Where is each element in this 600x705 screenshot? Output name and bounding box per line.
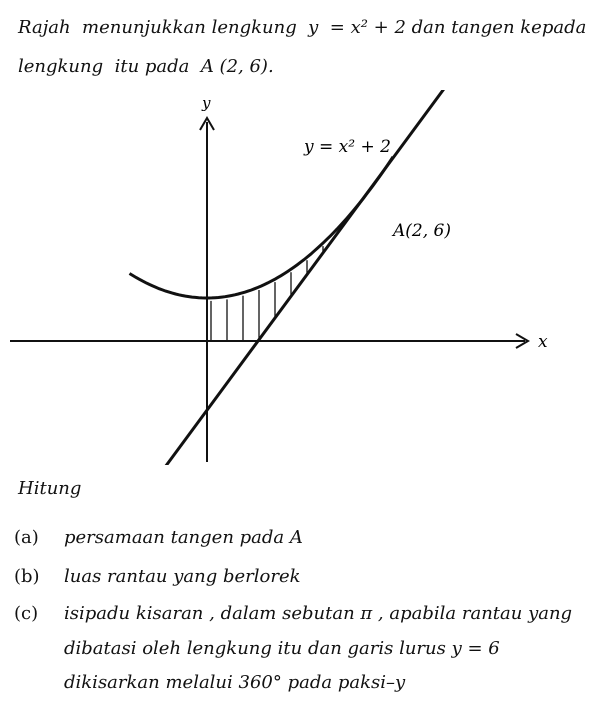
question-a-label: (a) bbox=[14, 527, 39, 548]
intro-line-1: Rajah menunjukkan lengkung y = x² + 2 dan tangen kepada bbox=[18, 17, 587, 38]
point-a-label: A(2, 6) bbox=[393, 221, 451, 241]
y-axis-label: y bbox=[202, 94, 211, 112]
x-axis-label: x bbox=[538, 332, 548, 352]
question-c-line-2: dibatasi oleh lengkung itu dan garis lurus y = 6 bbox=[64, 638, 500, 659]
question-c-line-3: dikisarkan melalui 360° pada paksi–y bbox=[64, 672, 406, 693]
problem-statement bbox=[18, 8, 588, 86]
question-c-label: (c) bbox=[14, 603, 39, 624]
question-a-text: persamaan tangen pada A bbox=[64, 527, 303, 548]
hitung-heading: Hitung bbox=[18, 478, 82, 499]
question-b bbox=[14, 566, 301, 587]
intro-line-2: lengkung itu pada A (2, 6). bbox=[18, 56, 274, 77]
curve-label: y = x² + 2 bbox=[304, 137, 391, 157]
curve-y-x2-plus-2 bbox=[130, 157, 394, 298]
question-a bbox=[14, 527, 303, 548]
question-b-text: luas rantau yang berlorek bbox=[64, 566, 301, 587]
graph-figure bbox=[0, 90, 600, 465]
question-c-line-1: isipadu kisaran , dalam sebutan π , apabila rantau yang bbox=[64, 603, 573, 624]
question-b-label: (b) bbox=[14, 566, 40, 587]
question-c bbox=[14, 603, 572, 624]
